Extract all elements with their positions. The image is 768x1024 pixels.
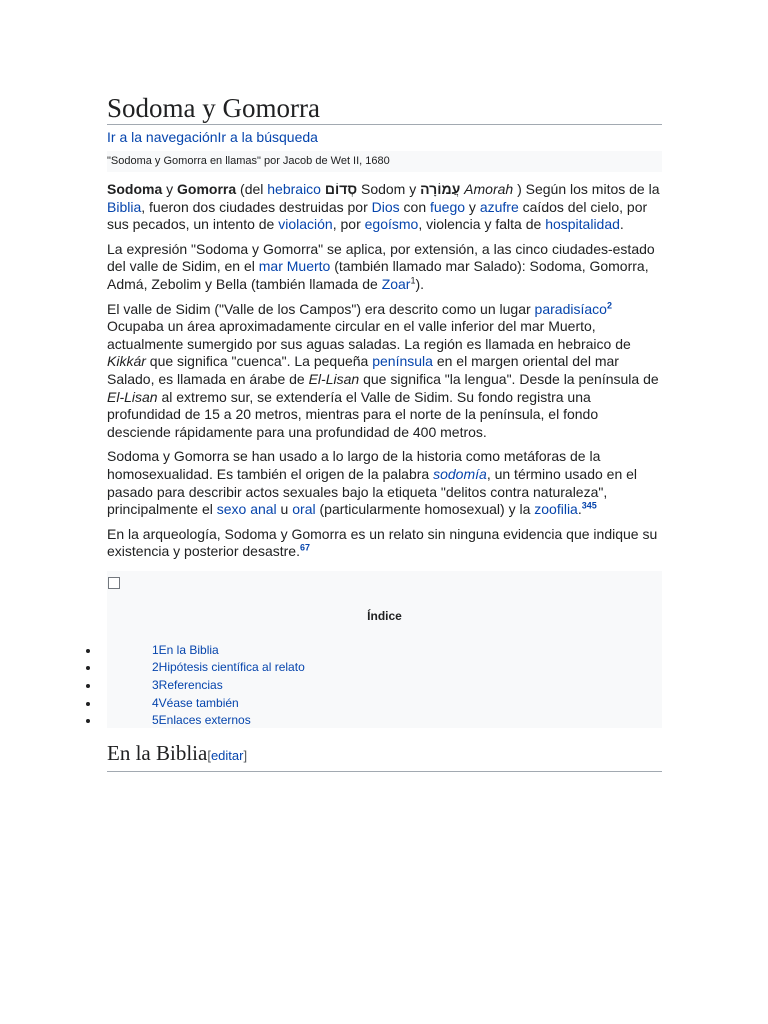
link-mar-muerto[interactable]: mar Muerto [258,258,331,275]
term-sodoma: Sodoma [107,181,163,197]
bullet-icon [86,719,90,723]
link-dios[interactable]: Dios [371,198,400,215]
image-caption: "Sodoma y Gomorra en llamas" por Jacob de Wet II, 1680 [107,151,662,172]
jump-to-navigation-link[interactable]: Ir a la navegación [107,129,218,145]
bullet-icon [86,649,90,653]
bullet-icon [86,666,90,670]
toc-item-label[interactable]: 4Véase también [152,695,239,710]
link-sexo-anal[interactable]: sexo anal [216,501,277,518]
toc-item-label[interactable]: 2Hipótesis científica al relato [152,660,305,675]
toc-item[interactable] [107,712,662,730]
paragraph-metaphor: Sodoma y Gomorra se han usado a lo largo de la historia como metáforas de la homosexualidad. Es también el origen de la palabra sodomía, un término usado en el pasado para describir actos sexuales bajo la etiqueta "delitos contra naturaleza", principalmente el sexo anal u oral (particularmente homosexual) y la zoofilia.$^{345}$ [107,448,638,518]
term-gomorra: Gomorra [177,181,237,197]
toc-item[interactable] [107,642,662,660]
toc-item[interactable] [107,677,662,695]
link-hospitalidad[interactable]: hospitalidad [545,216,620,233]
link-peninsula[interactable]: península [372,353,433,370]
link-egoismo[interactable]: egoísmo [364,216,419,233]
link-azufre[interactable]: azufre [479,198,519,215]
link-paradisiaco[interactable]: paradisíaco [534,300,607,317]
toc-list [107,642,662,730]
link-hebraico[interactable]: hebraico [267,181,321,197]
link-oral[interactable]: oral [292,501,316,518]
toc-item[interactable] [107,659,662,677]
toc-item-label[interactable]: 1En la Biblia [152,642,219,657]
reference-2[interactable]: 2 [606,299,612,310]
paragraph-archaeology: En la arqueología, Sodoma y Gomorra es un relato sin ninguna evidencia que indique su existencia y posterior desastre.$^{67}$ [107,525,658,560]
link-fuego[interactable]: fuego [430,198,466,215]
reference-67[interactable]: 67 [299,542,310,553]
jump-to-search-link[interactable]: Ir a la búsqueda [217,129,318,145]
link-zoar[interactable]: Zoar [381,275,411,292]
toc-item[interactable] [107,695,662,713]
reference-345[interactable]: 345 [581,500,597,511]
hebrew-sodom: סְדוֹם [320,181,361,197]
link-biblia[interactable]: Biblia [107,198,142,215]
link-zoofilia[interactable]: zoofilia [534,501,578,518]
toc-toggle-checkbox[interactable] [108,577,120,589]
article [107,92,662,772]
edit-section: [editar] [207,747,248,763]
hebrew-amorah: עֲמוֹרָה [420,181,461,197]
intro-paragraph: Sodoma y Gomorra (del hebraico סְדוֹם Sodom y עֲמוֹרָה Amorah ) Según los mitos de la Biblia, fueron dos ciudades destruidas por Dios con fuego y azufre caídos del cielo, por sus pecados, un intento de violación, por egoísmo, violencia y falta de hospitalidad. [107,181,660,233]
section-heading-en-la-biblia: En la Biblia[editar] [107,740,662,772]
toc-title: Índice [367,608,402,623]
table-of-contents [107,571,662,728]
link-violacion[interactable]: violación [278,216,333,233]
toc-item-label[interactable]: 3Referencias [152,678,223,693]
reference-1[interactable]: 1 [410,275,416,286]
page-title: Sodoma y Gomorra [107,92,662,125]
paragraph-expression: La expresión "Sodoma y Gomorra" se aplica, por extensión, a las cinco ciudades-estado del valle de Sidim, en el mar Muerto (también llamado mar Salado): Sodoma, Gomorra, Admá, Zebolim y Bella (también llamada de Zoar$^1$). [107,240,655,292]
jump-links [107,128,662,146]
link-sodomia[interactable]: sodomía [433,465,487,482]
toc-item-label[interactable]: 5Enlaces externos [152,713,251,728]
bullet-icon [86,702,90,706]
paragraph-valley: El valle de Sidim ("Valle de los Campos") era descrito como un lugar paradisíaco$^2$ Ocupaba un área aproximadamente circular en el valle inferior del mar Muerto, actualmente sumergido por sus aguas saladas. La región es llamada en hebraico de Kikkár que significa "cuenca". La pequeña península en el margen oriental del mar Salado, es llamada en árabe de El-Lisan que significa "la lengua". Desde la península de El-Lisan al extremo sur, se extendería el Valle de Sidim. Su fondo registra una profundidad de 15 a 20 metros, mientras para el norte de la península, el fondo desciende rápidamente para una profundidad de 400 metros. [107,299,659,440]
bullet-icon [86,684,90,688]
edit-section-link[interactable]: editar [210,747,244,763]
